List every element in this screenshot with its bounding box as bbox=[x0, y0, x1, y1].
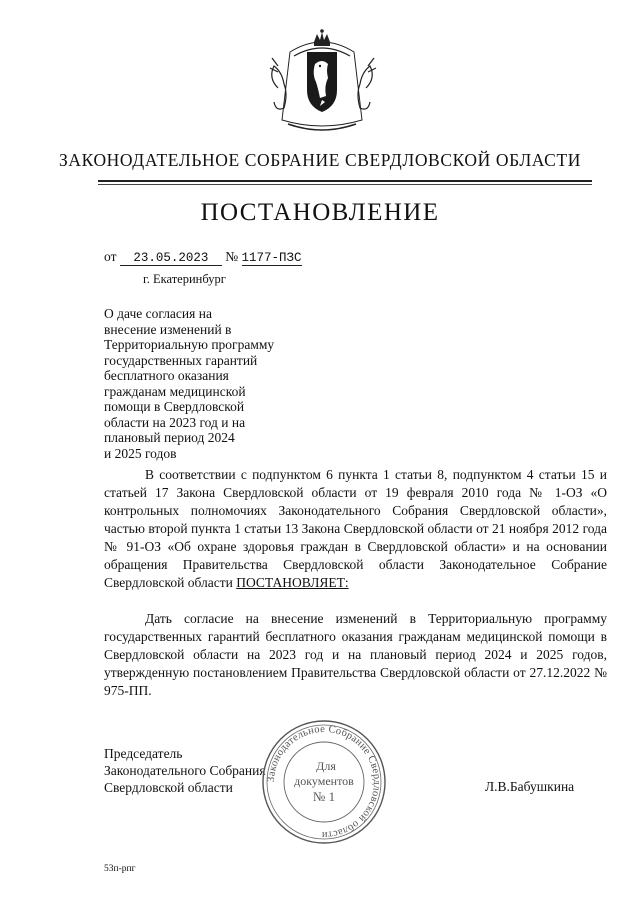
coat-of-arms-icon bbox=[262, 28, 382, 138]
stamp-line-2: документов bbox=[294, 774, 354, 788]
number-prefix: № bbox=[225, 249, 239, 264]
header-rule bbox=[98, 180, 592, 182]
official-stamp bbox=[260, 718, 388, 846]
city: г. Екатеринбург bbox=[143, 272, 226, 286]
body-paragraph-1 bbox=[104, 466, 607, 592]
stamp-line-1: Для bbox=[316, 759, 336, 773]
stamp-line-3: № 1 bbox=[312, 789, 336, 804]
signer-title: Председатель Законодательного Собрания Свердловской области bbox=[104, 746, 266, 795]
signer-name: Л.В.Бабушкина bbox=[485, 779, 575, 794]
footer-code: 53п-рпг bbox=[104, 864, 136, 874]
body-paragraph-2: Дать согласие на внесение изменений в Территориальную программу государственных гарантий бесплатного оказания гражданам медицинской помощи в Свердловской области на 2023 год и на плановый период 2024 и 2025 годов, утвержденную постановлением Правительства Свердловской области от 27.12.2022 № 975-ПП. bbox=[104, 611, 607, 698]
document-subject: О даче согласия на внесение изменений в Территориальную программу государственных гарантий бесплатного оказания гражданам медицинской помощи в Свердловской области на 2023 год и на плановый период 2024 и 2025 годов bbox=[104, 306, 275, 461]
stamp-ring-text: Законодательное Собрание Свердловской области bbox=[265, 723, 383, 841]
header-rule-thin bbox=[98, 184, 592, 185]
date-prefix: от bbox=[104, 249, 117, 264]
organization-name: ЗАКОНОДАТЕЛЬНОЕ СОБРАНИЕ СВЕРДЛОВСКОЙ ОБЛАСТИ bbox=[59, 150, 581, 170]
document-date: 23.05.2023 bbox=[120, 251, 222, 266]
document-type-title: ПОСТАНОВЛЕНИЕ bbox=[200, 199, 440, 226]
resolve-word: ПОСТАНОВЛЯЕТ: bbox=[236, 575, 349, 590]
paragraph-1-text: В соответствии с подпунктом 6 пункта 1 статьи 8, подпунктом 4 статьи 15 и статьей 17 Закона Свердловской области от 19 февраля 2010 года № 1-ОЗ «О контрольных полномочиях Законодательного Собрания Свердловской области», частью второй пункта 1 статьи 13 Закона Свердловской области от 21 ноября 2012 года № 91-ОЗ «Об охране здоровья граждан в Свердловской области» и на основании обращения Правительства Свердловской области Законодательное Собрание Свердловской области bbox=[104, 467, 607, 590]
document-number: 1177-ПЗС bbox=[241, 251, 302, 265]
date-number-line bbox=[104, 249, 302, 266]
